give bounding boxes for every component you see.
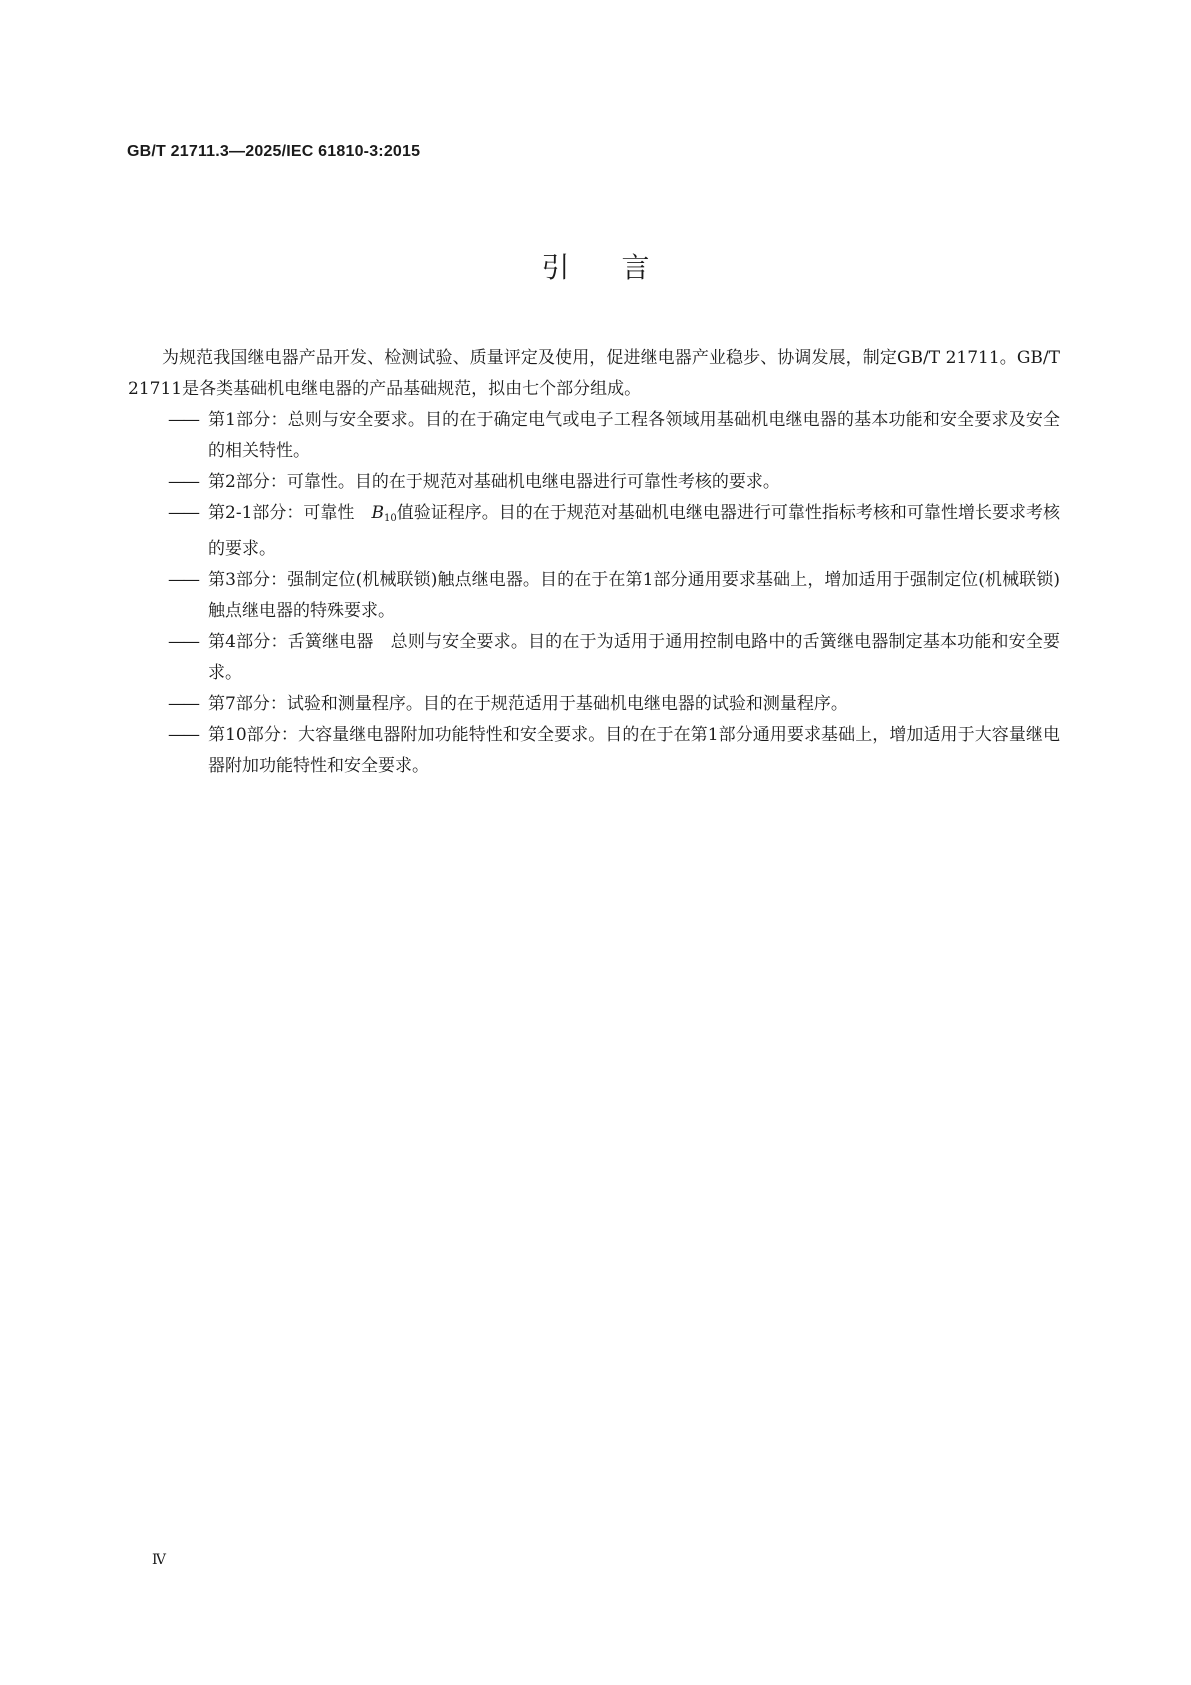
list-item bbox=[160, 498, 1060, 565]
b10-subscript: 10 bbox=[383, 513, 397, 524]
list-item-text: 第3部分：强制定位(机械联锁)触点继电器。目的在于在第1部分通用要求基础上，增加适用于强制定位(机械联锁)触点继电器的特殊要求。 bbox=[208, 570, 1060, 621]
list-item bbox=[160, 467, 1060, 498]
list-item bbox=[160, 405, 1060, 467]
parts-list bbox=[160, 405, 1060, 782]
list-item-text: 第2部分：可靠性。目的在于规范对基础机电继电器进行可靠性考核的要求。 bbox=[208, 472, 780, 492]
list-item bbox=[160, 720, 1060, 782]
list-item-text: 第1部分：总则与安全要求。目的在于确定电气或电子工程各领域用基础机电继电器的基本功能和安全要求及安全的相关特性。 bbox=[208, 410, 1060, 461]
dash-marker: —— bbox=[168, 694, 198, 714]
main-content bbox=[128, 343, 1060, 782]
dash-marker: —— bbox=[168, 570, 198, 590]
list-item-text: 第7部分：试验和测量程序。目的在于规范适用于基础机电继电器的试验和测量程序。 bbox=[208, 694, 848, 714]
list-item bbox=[160, 627, 1060, 689]
dash-marker: —— bbox=[168, 410, 198, 430]
page-number: Ⅳ bbox=[152, 1552, 166, 1568]
intro-paragraph: 为规范我国继电器产品开发、检测试验、质量评定及使用，促进继电器产业稳步、协调发展，制定GB/T 21711。GB/T 21711是各类基础机电继电器的产品基础规范，拟由七个部分组成。 bbox=[128, 348, 1060, 399]
list-item bbox=[160, 689, 1060, 720]
dash-marker: —— bbox=[168, 503, 198, 523]
list-item-text: 第4部分：舌簧继电器 总则与安全要求。目的在于为适用于通用控制电路中的舌簧继电器制定基本功能和安全要求。 bbox=[208, 632, 1060, 683]
b10-symbol: B bbox=[371, 503, 384, 523]
list-item bbox=[160, 565, 1060, 627]
dash-marker: —— bbox=[168, 632, 198, 652]
dash-marker: —— bbox=[168, 472, 198, 492]
list-item-suffix: 值验证程序。目的在于规范对基础机电继电器进行可靠性指标考核和可靠性增长要求考核的要求。 bbox=[208, 503, 1060, 559]
dash-marker: —— bbox=[168, 725, 198, 745]
list-item-text: 第10部分：大容量继电器附加功能特性和安全要求。目的在于在第1部分通用要求基础上，增加适用于大容量继电器附加功能特性和安全要求。 bbox=[208, 725, 1060, 776]
list-item-prefix: 第2-1部分：可靠性 bbox=[208, 503, 372, 523]
document-header: GB/T 21711.3—2025/IEC 61810-3:2015 bbox=[127, 143, 421, 160]
page-title: 引言 bbox=[541, 251, 702, 284]
